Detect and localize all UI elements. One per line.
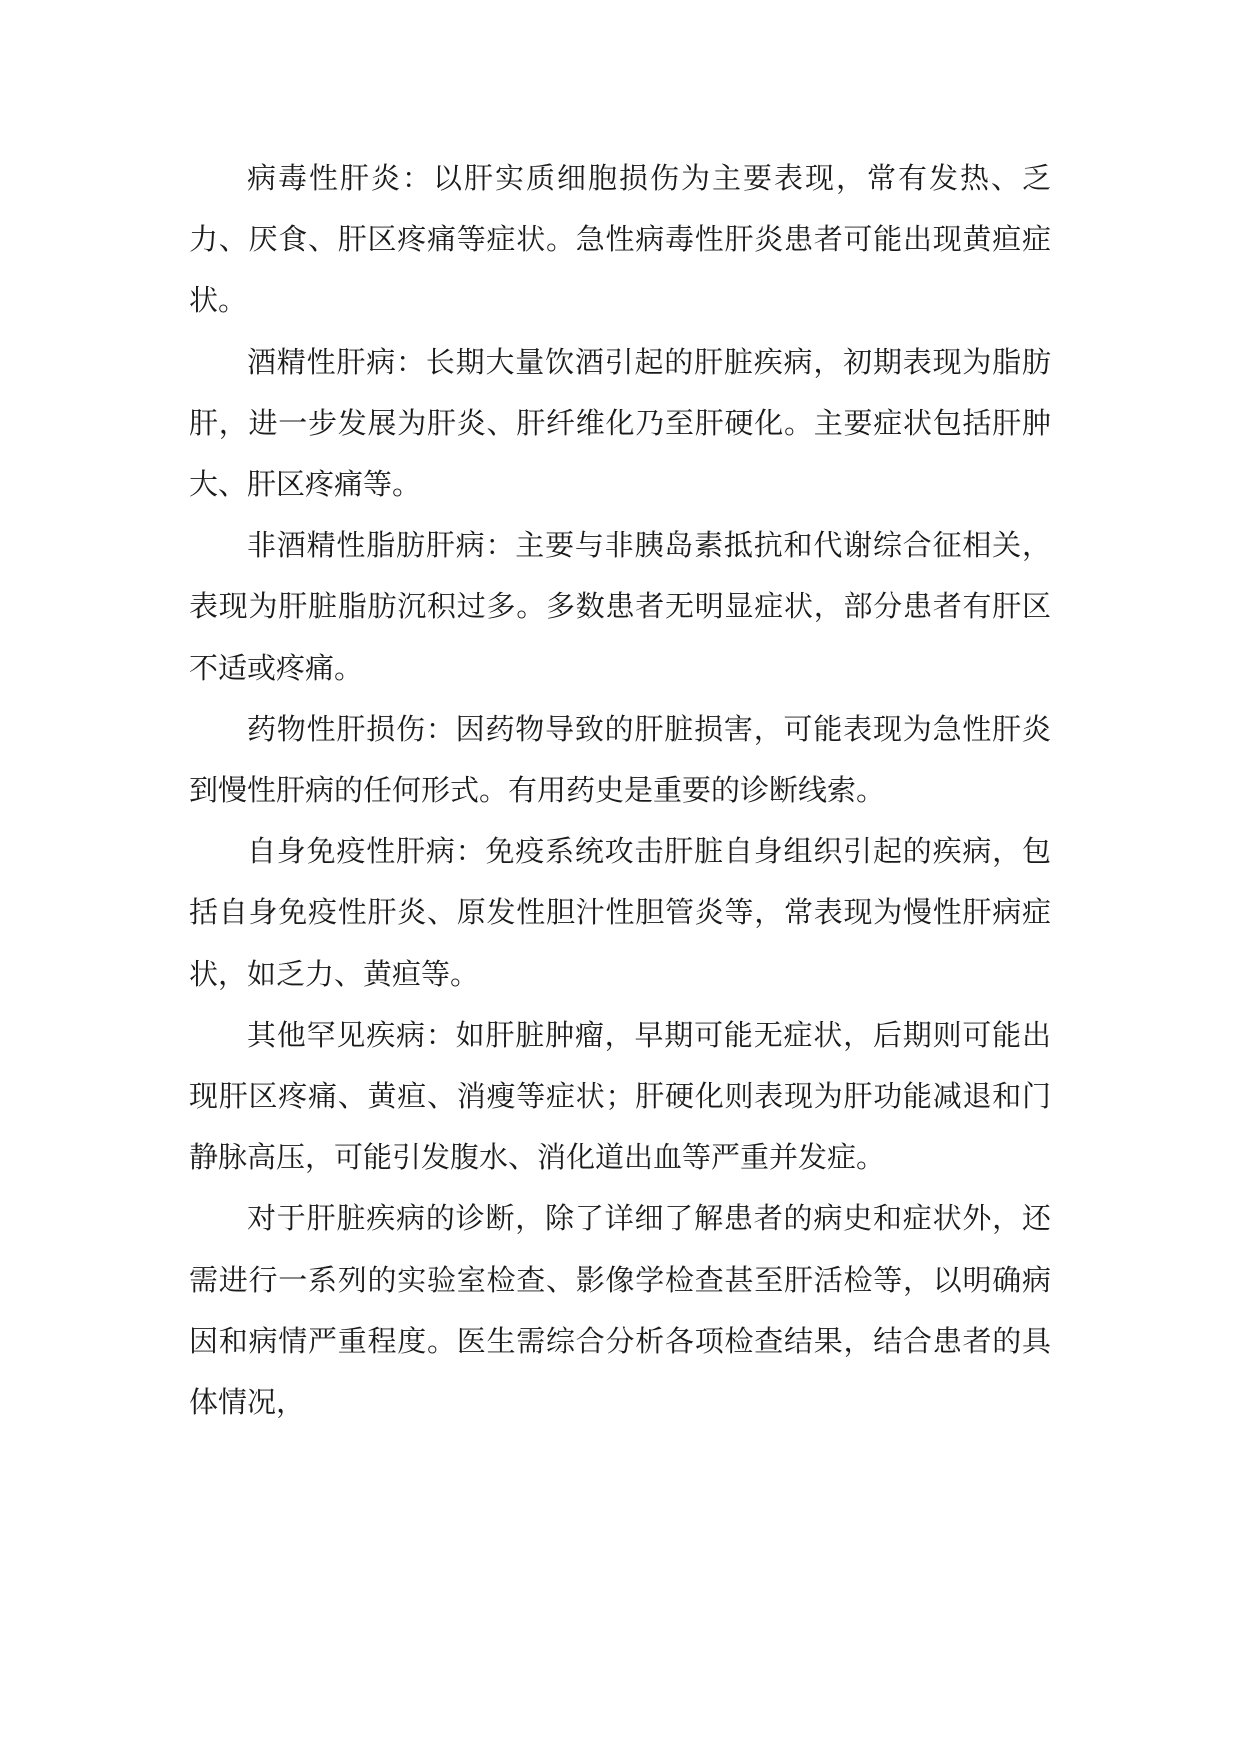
paragraph-drug-induced-liver-injury: 药物性肝损伤：因药物导致的肝脏损害，可能表现为急性肝炎到慢性肝病的任何形式。有用药史是重要的诊断线索。 [189, 711, 1051, 808]
paragraph-rare-diseases: 其他罕见疾病：如肝脏肿瘤，早期可能无症状，后期则可能出现肝区疼痛、黄疸、消瘦等症状；肝硬化则表现为肝功能减退和门静脉高压，可能引发腹水、消化道出血等严重并发症。 [189, 1017, 1051, 1175]
paragraph-autoimmune-liver-disease: 自身免疫性肝病：免疫系统攻击肝脏自身组织引起的疾病，包括自身免疫性肝炎、原发性胆汁性胆管炎等，常表现为慢性肝病症状，如乏力、黄疸等。 [189, 834, 1051, 991]
paragraph-viral-hepatitis: 病毒性肝炎：以肝实质细胞损伤为主要表现，常有发热、乏力、厌食、肝区疼痛等症状。急性病毒性肝炎患者可能出现黄疸症状。 [189, 161, 1051, 318]
paragraph-nafld: 非酒精性脂肪肝病：主要与非胰岛素抵抗和代谢综合征相关，表现为肝脏脂肪沉积过多。多数患者无明显症状，部分患者有肝区不适或疼痛。 [189, 528, 1051, 685]
paragraph-diagnosis: 对于肝脏疾病的诊断，除了详细了解患者的病史和症状外，还需进行一系列的实验室检查、影像学检查甚至肝活检等，以明确病因和病情严重程度。医生需综合分析各项检查结果，结合患者的具体情况， [189, 1201, 1051, 1420]
paragraph-alcoholic-liver-disease: 酒精性肝病：长期大量饮酒引起的肝脏疾病，初期表现为脂肪肝，进一步发展为肝炎、肝纤维化乃至肝硬化。主要症状包括肝肿大、肝区疼痛等。 [189, 344, 1051, 502]
document-body [189, 148, 1051, 1433]
